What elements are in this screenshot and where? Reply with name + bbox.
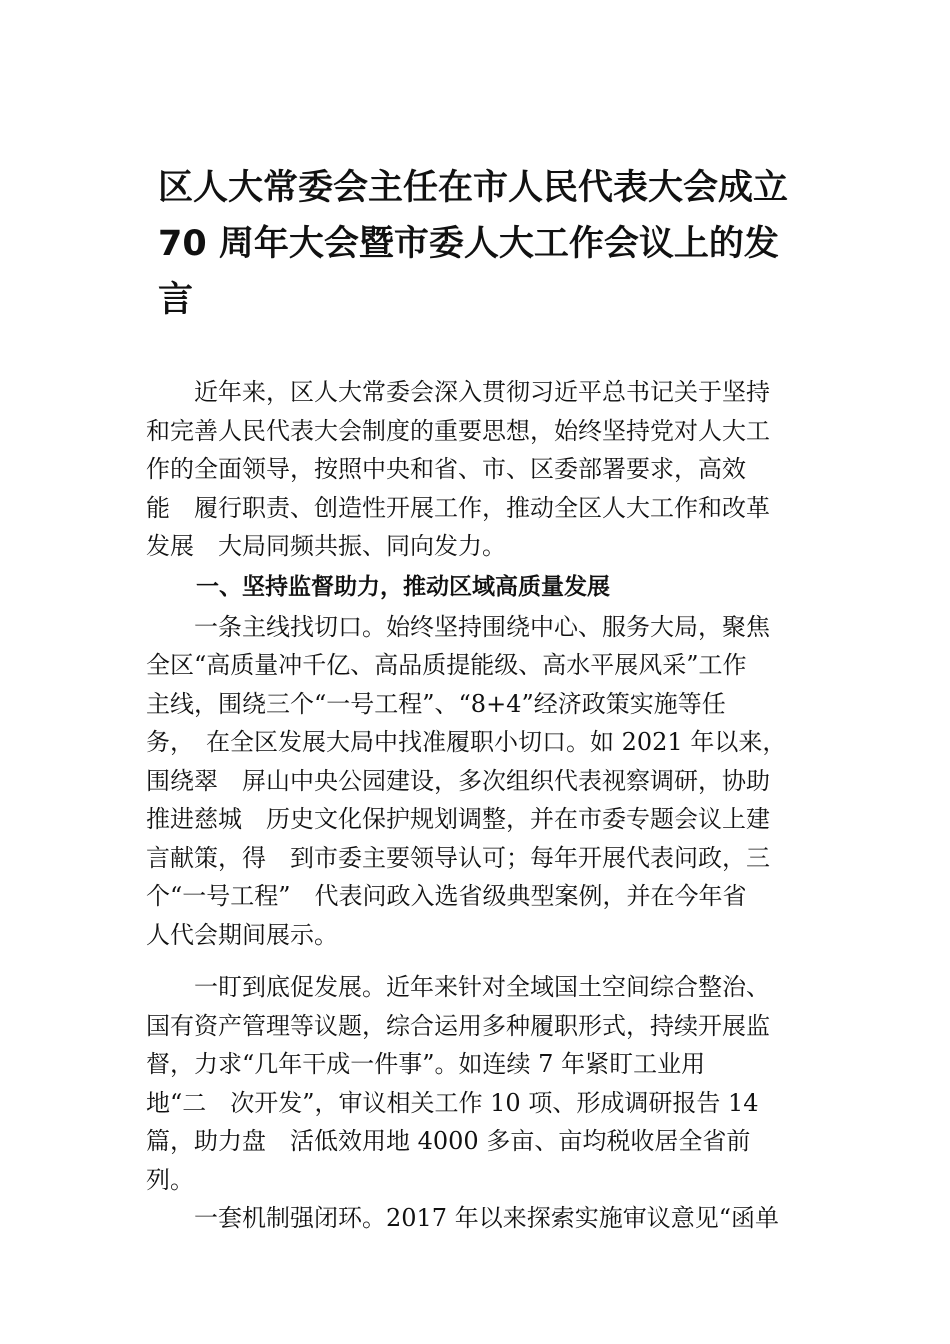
text-line: 和完善人民代表大会制度的重要思想，始终坚持党对人大工	[146, 416, 770, 445]
text-line: 推进慈城 历史文化保护规划调整，并在市委专题会议上建	[146, 805, 770, 833]
text-line: 一条主线找切口。始终坚持围绕中心、服务大局，聚焦	[146, 612, 770, 641]
text-line: 列。	[146, 1165, 194, 1194]
body-paragraph	[146, 608, 814, 955]
text-line: 主线，围绕三个“一号工程”、“8+4”经济政策实施等任	[146, 689, 726, 718]
body-paragraph	[146, 1199, 814, 1238]
text-line: 能 履行职责、创造性开展工作，推动全区人大工作和改革	[146, 493, 770, 522]
text-line: 国有资产管理等议题，综合运用多种履职形式，持续开展监	[146, 1011, 770, 1040]
text-line: 围绕翠 屏山中央公园建设，多次组织代表视察调研，协助	[146, 766, 770, 795]
text-line: 近年来，区人大常委会深入贯彻习近平总书记关于坚持	[146, 378, 770, 406]
title-line: 区人大常委会主任在市人民代表大会成立	[158, 168, 789, 208]
text-line: 个“一号工程” 代表问政入选省级典型案例，并在今年省	[146, 882, 747, 910]
body-paragraph	[146, 968, 814, 1199]
paragraph-spacer	[146, 954, 814, 968]
title-line: 70 周年大会暨市委人大工作会议上的发	[158, 224, 779, 264]
text-line: 篇，助力盘 活低效用地 4000 多亩、亩均税收居全省前	[146, 1127, 751, 1155]
text-line: 地“二 次开发”，审议相关工作 10 项、形成调研报告 14	[146, 1088, 759, 1117]
text-line: 作的全面领导，按照中央和省、市、区委部署要求，高效	[146, 455, 746, 483]
text-line: 言献策，得 到市委主要领导认可；每年开展代表问政，三	[146, 843, 770, 872]
section-heading: 一、坚持监督助力，推动区域高质量发展	[196, 573, 610, 600]
text-line: 全区“高质量冲千亿、高品质提能级、高水平展风采”工作	[146, 651, 747, 679]
document-body	[146, 373, 814, 1238]
text-line: 一套机制强闭环。2017 年以来探索实施审议意见“函单	[146, 1204, 779, 1232]
text-line: 人代会期间展示。	[146, 920, 338, 949]
text-line: 督，力求“几年干成一件事”。如连续 7 年紧盯工业用	[146, 1050, 706, 1078]
text-line: 发展 大局同频共振、同向发力。	[146, 532, 506, 560]
intro-paragraph	[146, 373, 814, 566]
document-title	[158, 160, 798, 328]
text-line: 一盯到底促发展。近年来针对全域国土空间综合整治、	[146, 973, 770, 1001]
text-line: 务， 在全区发展大局中找准履职小切口。如 2021 年以来，	[146, 728, 787, 756]
title-line: 言	[158, 280, 194, 320]
